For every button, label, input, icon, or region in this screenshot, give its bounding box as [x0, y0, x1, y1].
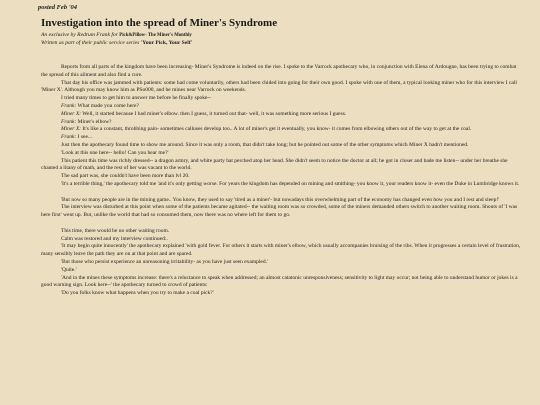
paragraph-text: This time, there would be no other waiting room. [61, 227, 170, 234]
article-paragraph [41, 80, 521, 96]
paragraph-text: Miner's elbow? [76, 118, 112, 125]
byline-prefix: An exclusive by Redrum Frank for [41, 32, 120, 38]
article-paragraph [41, 267, 521, 275]
paragraph-text: 'Do you folks know what happens when you try to make a coal pick?' [61, 290, 214, 297]
article-paragraph [41, 259, 521, 267]
paragraph-text: 'But those who persist experience an unreasoning irritability- as you have just seen exampled.' [61, 258, 268, 265]
article-paragraph [41, 290, 521, 298]
paragraph-text: I see... [76, 134, 93, 141]
magazine-name: Pick&Pillow- The Miner's Monthly [119, 33, 192, 38]
speaker-label: Miner X: [61, 110, 82, 117]
article-paragraph [41, 126, 521, 134]
article-paragraph [41, 64, 521, 80]
article-paragraph [41, 243, 521, 259]
paragraph-text: 'And in the mines these symptoms increase: there's a reluctance to speak when addressed; an almost catatonic unresponsiveness; sensitivity to light may occur; not being able to understand humor or jokes is a good warning sign. Look here--' the apothecary turned to crowd of patients: [41, 274, 518, 289]
article-paragraph [41, 158, 521, 174]
speaker-label: Frank: [61, 134, 77, 141]
article-paragraph [41, 103, 521, 111]
article-body [41, 64, 521, 298]
paragraph-text: Well, it started because I had miner's elbow. then I guess, it turned out that- well, it was something more serious I guess. [81, 110, 347, 117]
paragraph-text: That day his office was jammed with patients: some had come voluntarily, others had been chided into going for their own good. I spoke with one of them, a typical looking miner who for this interview I call 'Miner X'. Although you may know him as PSo000, and he mines near Varrock on weekends. [41, 79, 517, 94]
article-paragraph [41, 275, 521, 291]
article-paragraph [41, 150, 521, 158]
article-paragraph [41, 134, 521, 142]
article-title: Investigation into the spread of Miner's Syndrome [41, 17, 278, 29]
paragraph-text: The interview was disturbed at this point when some of the patients became agitated-- the waiting room was so crowded, some of the miners demanded others switch to another waiting room. Shouts of 'I was here first' went up. But, unlike the world that had so consumed them, now there was no where left for them to go. [41, 204, 518, 219]
article-paragraph [41, 204, 521, 220]
speaker-label: Frank: [61, 118, 77, 125]
article-paragraph [41, 181, 521, 189]
article-paragraph [41, 95, 521, 103]
paragraph-text: This patient this time was richly dressed-- a dragon armry, and white party hat perched atop her head. She didn't seem to notice the doctor at all; he got in closer and bade me listen-- under her breathe she chanted a litany of math, and the rest of her was vacant to the world. [41, 157, 508, 172]
byline [41, 32, 192, 38]
article-paragraph [41, 228, 521, 236]
paragraph-text: 'Look at this one here-- hello! Can you hear me?' [61, 149, 169, 156]
speaker-label: Miner X: [61, 126, 82, 133]
article-paragraph [41, 111, 521, 119]
paragraph-text: I tried many times to get him to answer me before he finally spoke-- [61, 95, 212, 102]
article-paragraph [41, 142, 521, 150]
posted-date: posted Feb '04 [38, 4, 77, 11]
paragraph-text: Calm was restored and my interview continued:. [61, 235, 168, 242]
series-name: 'Your Pick, Your Self' [140, 40, 193, 46]
paragraph-text: 'But now so many people are in the mining game.. You know, they used to say 'tired as a miner'- but nowadays this overwhelming part of the economy has changed even how you and I rest and sleep!' [61, 196, 500, 203]
paragraph-text: 'It's a terrible thing,' the apothecary told me 'and it's only getting worse. For years the kingdom has depended on mining and smithing- you know it, your readers know it- even the Duke in Lumbridge knows it. [61, 180, 520, 187]
paragraph-text: The sad part was, she couldn't have been more than lvl 20. [61, 173, 190, 180]
paragraph-text: 'Quite.' [61, 266, 77, 273]
paragraph-text: 'It may begin quite innocently' the apothecary explained 'with gold fever. For others it starts with miner's elbow, which usually accompanies bruising of the ribs. When it progresses a certain level of frustration, many sensibly leave the path they are on at that point and are spared. [41, 243, 521, 258]
paragraph-text: It's like a constant, throbbing pain- sometimes calluses develop too.. A lot of miner's get it eventually, you know- it comes from elbowing others out of the way to get at the coal. [81, 126, 472, 133]
series-line [41, 40, 192, 46]
series-prefix: Written as part of their public service series [41, 40, 141, 46]
paragraph-text: Reports from all parts of the kingdom have been increasing- Miner's Syndrome is indeed on the rise. I spoke to the Varrock apothecary who, in conjunction with Elena of Ardougne, has been trying to combat the spread of this ailment and also find a cure. [41, 64, 517, 78]
paragraph-text: What made you come here? [76, 102, 139, 109]
speaker-label: Frank: [61, 102, 77, 109]
paragraph-text: Just then the apothecary found time to show me around. Since it was only a room, that didn't take long; but he pointed out some of the other symptoms which Miner X hadn't mentioned. [61, 141, 469, 148]
article-paragraph [41, 173, 521, 181]
